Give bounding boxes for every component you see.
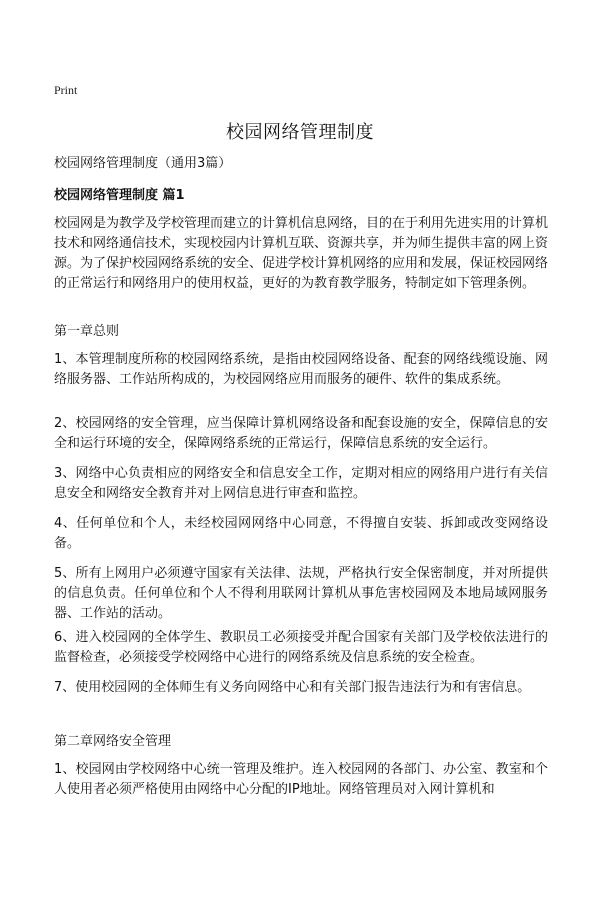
document-title: 校园网络管理制度 bbox=[226, 122, 374, 143]
intro-paragraph: 校园网是为教学及学校管理而建立的计算机信息网络，目的在于利用先进实用的计算机技术和网络通信技术，实现校园内计算机互联、资源共享，并为师生提供丰富的网上资源。为了保护校园网络系统的安全、促进学校计算机网络的应用和发展，保证校园网络的正常运行和网络用户的使用权益，更好的为教育教学服务，特制定如下管理条例。 bbox=[54, 216, 549, 291]
article-item-7: 7、使用校园网的全体师生有义务向网络中心和有关部门报告违法行为和有害信息。 bbox=[54, 680, 531, 695]
chapter2-item-1: 1、校园网由学校网络中心统一管理及维护。连入校园网的各部门、办公室、教室和个人使用者必须严格使用由网络中心分配的IP地址。网络管理员对入网计算机和 bbox=[54, 762, 548, 797]
document-subtitle: 校园网络管理制度（通用3篇） bbox=[54, 156, 232, 171]
article-item-6: 6、进入校园网的全体学生、教职员工必须接受并配合国家有关部门及学校依法进行的监督检查，必须接受学校网络中心进行的网络系统及信息系统的安全检查。 bbox=[54, 630, 548, 665]
chapter-heading-1: 第一章总则 bbox=[54, 324, 120, 339]
section-title: 校园网络管理制度 篇1 bbox=[54, 188, 185, 203]
article-item-4: 4、任何单位和个人，未经校园网网络中心同意，不得擅自安装、拆卸或改变网络设备。 bbox=[54, 516, 548, 551]
article-item-1: 1、本管理制度所称的校园网络系统，是指由校园网络设备、配套的网络线缆设施、网络服务器、工作站所构成的，为校园网络应用而服务的硬件、软件的集成系统。 bbox=[54, 352, 548, 387]
article-item-3: 3、网络中心负责相应的网络安全和信息安全工作，定期对相应的网络用户进行有关信息安全和网络安全教育并对上网信息进行审查和监控。 bbox=[54, 466, 548, 501]
print-label: Print bbox=[54, 83, 78, 97]
chapter-heading-2: 第二章网络安全管理 bbox=[54, 734, 172, 749]
article-item-2: 2、校园网络的安全管理，应当保障计算机网络设备和配套设施的安全，保障信息的安全和运行环境的安全，保障网络系统的正常运行，保障信息系统的安全运行。 bbox=[54, 416, 548, 451]
article-item-5: 5、所有上网用户必须遵守国家有关法律、法规，严格执行安全保密制度，并对所提供的信息负责。任何单位和个人不得利用联网计算机从事危害校园网及本地局域网服务器、工作站的活动。 bbox=[54, 566, 548, 621]
